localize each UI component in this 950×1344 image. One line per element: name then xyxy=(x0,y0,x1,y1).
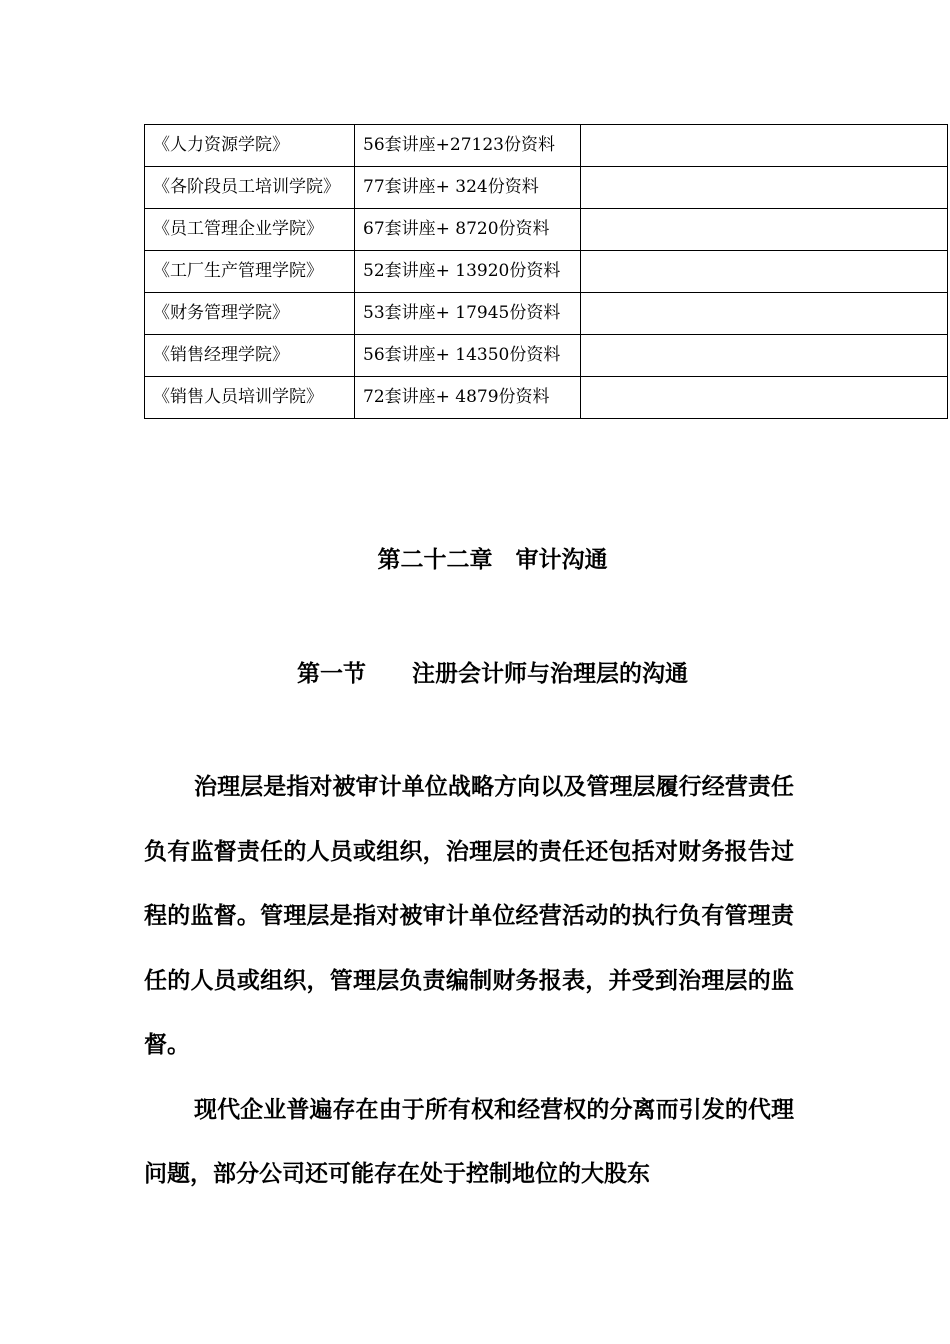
empty-cell xyxy=(581,251,948,293)
course-desc-cell: 56套讲座+27123份资料 xyxy=(355,125,581,167)
course-name-cell: 《各阶段员工培训学院》 xyxy=(145,167,355,209)
table-row xyxy=(145,125,948,167)
table-row xyxy=(145,251,948,293)
empty-cell xyxy=(581,125,948,167)
resource-table xyxy=(144,124,948,419)
course-name-cell: 《员工管理企业学院》 xyxy=(145,209,355,251)
chapter-title: 第二十二章 审计沟通 xyxy=(377,547,608,573)
course-name-cell: 《销售经理学院》 xyxy=(145,335,355,377)
course-desc-cell: 72套讲座+ 4879份资料 xyxy=(355,377,581,419)
empty-cell xyxy=(581,293,948,335)
course-name-cell: 《人力资源学院》 xyxy=(145,125,355,167)
empty-cell xyxy=(581,209,948,251)
section-title: 第一节 注册会计师与治理层的沟通 xyxy=(297,661,688,687)
course-desc-cell: 56套讲座+ 14350份资料 xyxy=(355,335,581,377)
table-row xyxy=(145,377,948,419)
body-text xyxy=(144,755,794,1207)
course-desc-cell: 52套讲座+ 13920份资料 xyxy=(355,251,581,293)
course-desc-cell: 77套讲座+ 324份资料 xyxy=(355,167,581,209)
table-row xyxy=(145,293,948,335)
paragraph: 治理层是指对被审计单位战略方向以及管理层履行经营责任负有监督责任的人员或组织，治理层的责任还包括对财务报告过程的监督。管理层是指对被审计单位经营活动的执行负有管理责任的人员或组织，管理层负责编制财务报表，并受到治理层的监督。 xyxy=(144,774,794,1058)
empty-cell xyxy=(581,377,948,419)
paragraph: 现代企业普遍存在由于所有权和经营权的分离而引发的代理问题，部分公司还可能存在处于控制地位的大股东 xyxy=(144,1096,794,1187)
empty-cell xyxy=(581,335,948,377)
course-name-cell: 《工厂生产管理学院》 xyxy=(145,251,355,293)
empty-cell xyxy=(581,167,948,209)
table-row xyxy=(145,167,948,209)
course-desc-cell: 53套讲座+ 17945份资料 xyxy=(355,293,581,335)
table-row xyxy=(145,335,948,377)
course-name-cell: 《财务管理学院》 xyxy=(145,293,355,335)
table-row xyxy=(145,209,948,251)
course-desc-cell: 67套讲座+ 8720份资料 xyxy=(355,209,581,251)
course-name-cell: 《销售人员培训学院》 xyxy=(145,377,355,419)
